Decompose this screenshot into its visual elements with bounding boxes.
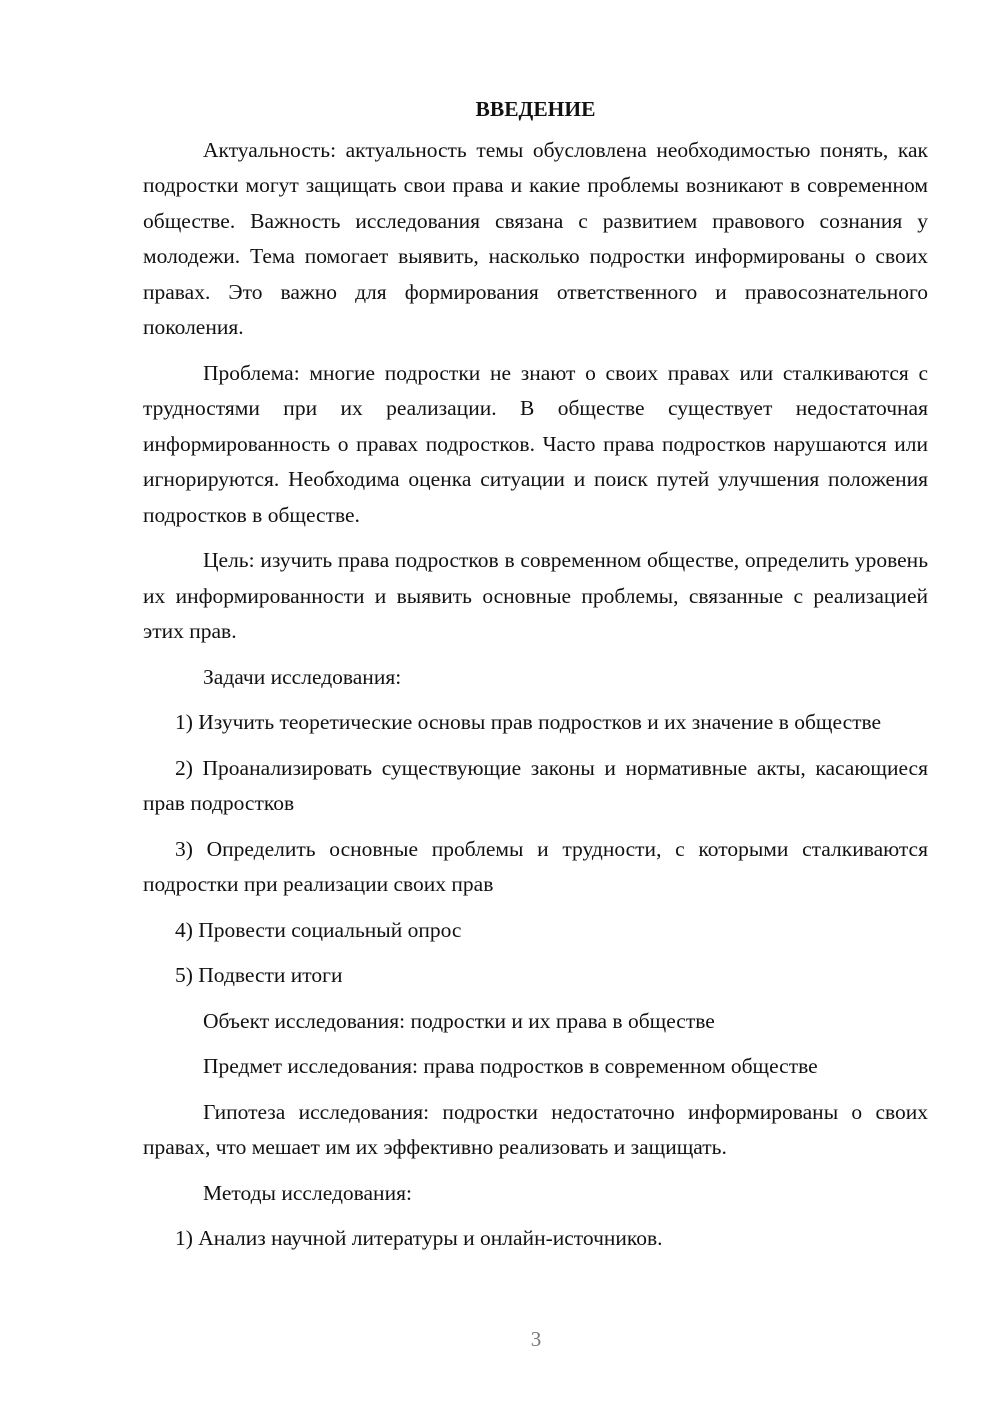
page-title: ВВЕДЕНИЕ <box>475 97 596 121</box>
page-number: 3 <box>530 1327 542 1351</box>
task-item-2: 2) Проанализировать существующие законы и нормативные акты, касающиеся прав подростков <box>143 755 928 815</box>
paragraph-relevance: Актуальность: актуальность темы обусловлена необходимостью понять, как подростки могут защищать свои права и какие проблемы возникают в современном обществе. Важность исследования связана с развитием правового сознания у молодежи. Тема помогает выявить, насколько подростки информированы о своих правах. Это важно для формирования ответственного и правосознательного поколения. <box>143 137 928 339</box>
methods-heading: Методы исследования: <box>203 1180 412 1205</box>
paragraph-hypothesis: Гипотеза исследования: подростки недостаточно информированы о своих правах, что мешает им их эффективно реализовать и защищать. <box>143 1099 928 1159</box>
task-item-3: 3) Определить основные проблемы и трудности, с которыми сталкиваются подростки при реализации своих прав <box>143 836 928 896</box>
paragraph-object: Объект исследования: подростки и их права в обществе <box>203 1008 715 1033</box>
task-item-5: 5) Подвести итоги <box>175 963 343 987</box>
tasks-heading: Задачи исследования: <box>203 664 402 689</box>
task-item-4: 4) Провести социальный опрос <box>175 917 462 942</box>
paragraph-subject: Предмет исследования: права подростков в современном обществе <box>203 1054 818 1078</box>
paragraph-problem: Проблема: многие подростки не знают о своих правах или сталкиваются с трудностями при их реализации. В обществе существует недостаточная информированность о правах подростков. Часто права подростков нарушаются или игнорируются. Необходима оценка ситуации и поиск путей улучшения положения подростков в обществе. <box>143 360 928 527</box>
document-body <box>143 92 928 1267</box>
method-item-1: 1) Анализ научной литературы и онлайн-источников. <box>175 1226 663 1250</box>
task-item-1: 1) Изучить теоретические основы прав подростков и их значение в обществе <box>175 710 882 734</box>
paragraph-goal: Цель: изучить права подростков в современном обществе, определить уровень их информированности и выявить основные проблемы, связанные с реализацией этих прав. <box>143 548 928 643</box>
